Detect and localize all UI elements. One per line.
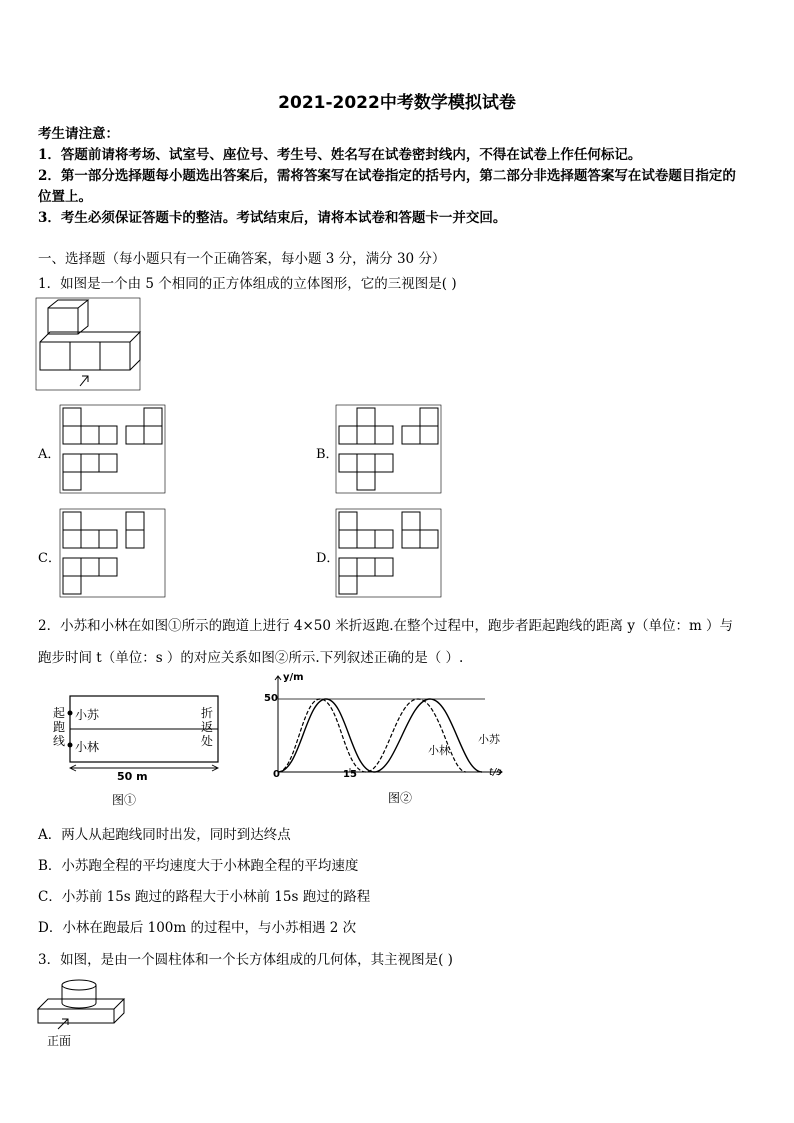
notice-item-2-cont: 位置上。 [38,189,92,205]
graph-x-tick-15: 15 [343,769,357,780]
graph-series-xiaolin-label: 小林 [428,744,450,757]
start-line-label: 起跑线 [53,706,66,748]
q1-stem: 1．如图是一个由 5 个相同的正方体组成的立体图形，它的三视图是( ) [38,276,457,292]
figure-2-caption: 图② [388,791,413,805]
q1-option-b-views [336,405,446,495]
q3-front-label: 正面 [47,1034,72,1048]
section-heading: 一、选择题（每小题只有一个正确答案，每小题 3 分，满分 30 分） [38,251,446,267]
page-title: 2021-2022中考数学模拟试卷 [278,93,516,113]
turn-point-label: 折返处 [201,706,214,748]
q1-solid-figure [36,298,146,393]
track-length-label: 50 m [117,770,148,783]
q3-stem: 3．如图，是由一个圆柱体和一个长方体组成的几何体，其主视图是( ) [38,952,453,968]
q1-option-a[interactable]: A． [38,447,61,462]
notice-item-1: 1．答题前请将考场、试室号、座位号、考生号、姓名写在试卷密封线内，不得在试卷上作任何标记。 [38,147,642,163]
q2-stem-line1: 2．小苏和小林在如图①所示的跑道上进行 4×50 米折返跑.在整个过程中，跑步者距起跑线的距离 y（单位：m ）与 [38,618,734,634]
notice-item-3: 3．考生必须保证答题卡的整洁。考试结束后，请将本试卷和答题卡一并交回。 [38,210,507,226]
graph-origin-label: 0 [273,769,280,780]
graph-y-axis-label: y/m [283,672,304,683]
graph-series-xiaosu-label: 小苏 [478,733,500,746]
q2-option-b[interactable]: B．小苏跑全程的平均速度大于小林跑全程的平均速度 [38,858,359,874]
graph-x-axis-label: t/s [489,767,502,778]
q2-option-c[interactable]: C．小苏前 15s 跑过的路程大于小林前 15s 跑过的路程 [38,889,371,905]
q2-figure-2-graph [270,672,510,782]
notice-item-2: 2．第一部分选择题每小题选出答案后，需将答案写在试卷指定的括号内，第二部分非选择题答案写在试卷题目指定的 [38,168,736,184]
q1-option-a-views [60,405,170,495]
graph-y-tick-50: 50 [264,693,278,704]
q2-stem-line2: 跑步时间 t（单位：s ）的对应关系如图②所示.下列叙述正确的是（ ）. [38,650,464,666]
q2-option-d[interactable]: D．小林在跑最后 100m 的过程中，与小苏相遇 2 次 [38,920,357,936]
q1-option-c[interactable]: C． [38,551,61,566]
notice-heading: 考生请注意： [38,126,119,142]
q1-option-d[interactable]: D． [316,551,340,566]
figure-1-caption: 图① [112,793,137,807]
q2-figure-1-track [50,688,225,783]
q2-option-a[interactable]: A．两人从起跑线同时出发，同时到达终点 [38,827,291,843]
runner-xiaolin-label: 小林 [75,740,100,754]
q1-option-d-views [336,509,446,599]
runner-xiaosu-label: 小苏 [75,708,100,722]
q3-solid-figure [36,975,136,1035]
q1-option-c-views [60,509,170,599]
q1-option-b[interactable]: B． [316,447,339,462]
